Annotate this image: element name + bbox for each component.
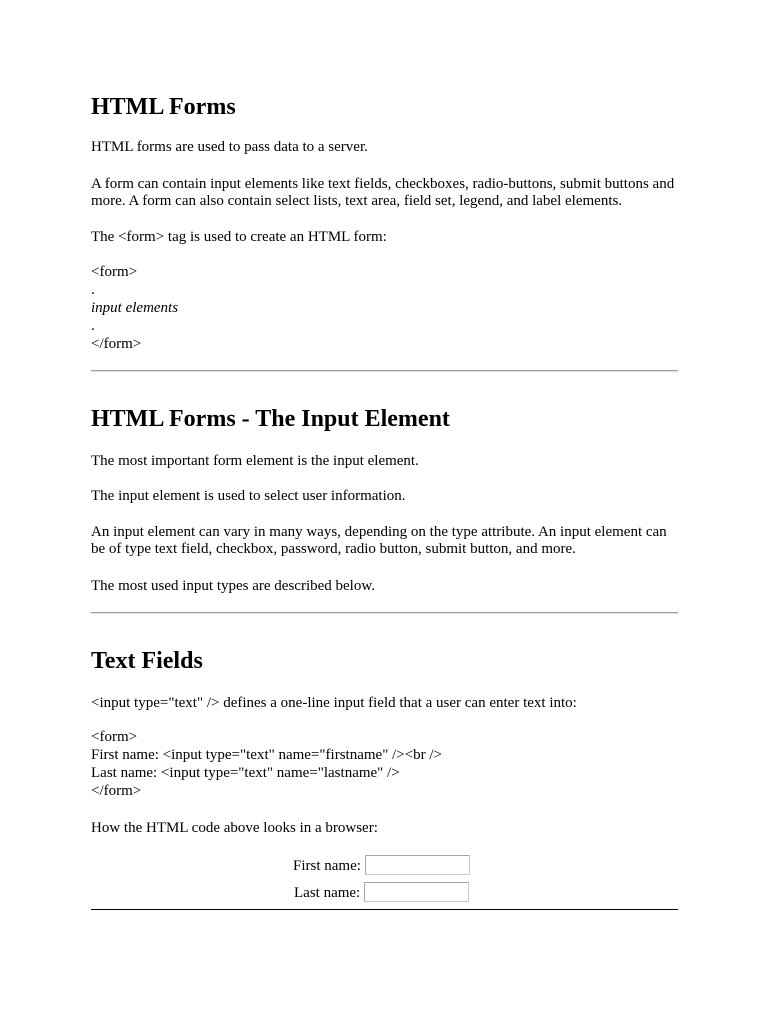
code-sample-text-fields [91, 728, 678, 800]
paragraph: The most used input types are described below. [91, 578, 375, 594]
code-line: . [91, 318, 95, 334]
horizontal-rule [91, 370, 678, 372]
code-line: First name: <input type="text" name="firstname" /><br /> [91, 747, 443, 763]
demo-row-last-name [294, 882, 469, 902]
code-sample-form [91, 263, 678, 353]
code-line: . [91, 282, 95, 298]
section-title-text-fields: Text Fields [91, 648, 203, 674]
code-line: Last name: <input type="text" name="lastname" /> [91, 765, 400, 781]
paragraph: An input element can vary in many ways, depending on the type attribute. An input element can be of type text field, checkbox, password, radio button, submit button, and more. [91, 524, 667, 557]
code-line: <form> [91, 264, 138, 280]
paragraph: A form can contain input elements like text fields, checkboxes, radio-buttons, submit buttons and more. A form can also contain select lists, text area, field set, legend, and label elements. [91, 176, 675, 209]
first-name-label: First name: [293, 858, 361, 874]
paragraph: How the HTML code above looks in a browser: [91, 820, 378, 836]
last-name-input[interactable] [364, 882, 469, 902]
demo-row-first-name [293, 855, 470, 875]
paragraph: The input element is used to select user information. [91, 488, 406, 504]
code-line: input elements [91, 300, 179, 316]
horizontal-rule [91, 612, 678, 614]
paragraph: <input type="text" /> defines a one-line input field that a user can enter text into: [91, 695, 577, 711]
paragraph: The most important form element is the input element. [91, 453, 419, 469]
code-line: <form> [91, 729, 138, 745]
code-line: </form> [91, 783, 142, 799]
section-title-html-forms: HTML Forms [91, 94, 236, 120]
last-name-label: Last name: [294, 885, 361, 901]
first-name-input[interactable] [365, 855, 470, 875]
code-line: </form> [91, 336, 142, 352]
horizontal-rule [91, 909, 678, 910]
section-title-input-element: HTML Forms - The Input Element [91, 406, 450, 432]
paragraph: The <form> tag is used to create an HTML form: [91, 229, 387, 245]
paragraph: HTML forms are used to pass data to a server. [91, 139, 368, 155]
